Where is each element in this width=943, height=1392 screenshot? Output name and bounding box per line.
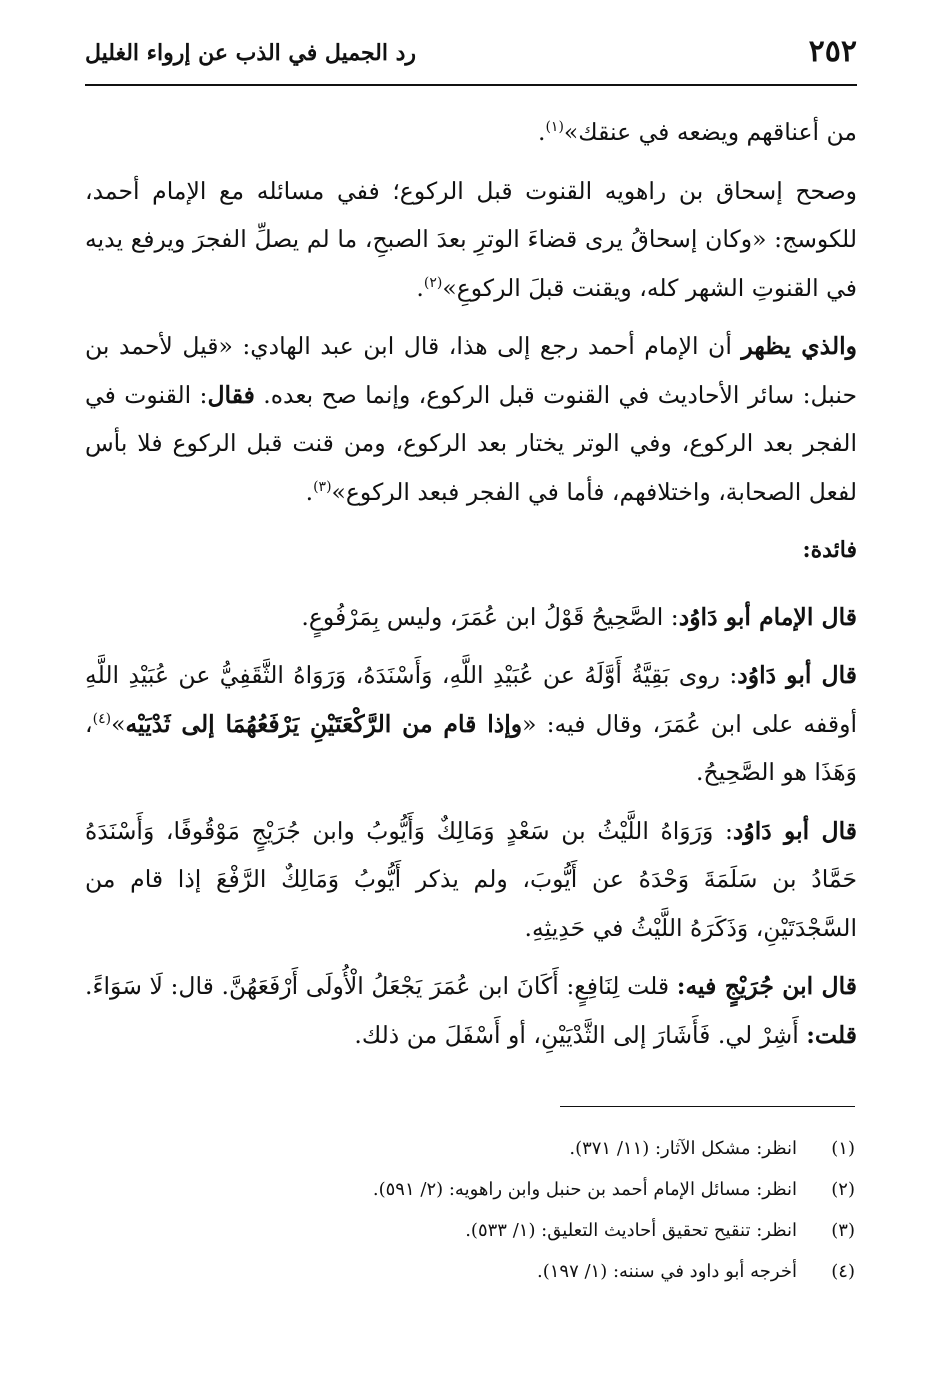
footnote-item — [85, 1210, 855, 1251]
paragraph-5: قال أبو دَاوُد: روى بَقِيَّةُ أَوَّلَهُ عن عُبَيْدِ اللَّهِ، وَأَسْنَدَهُ، وَرَوَاهُ الثَّقَفِيُّ عن عُبَيْدِ اللَّهِ أوقفه على ابن عُمَرَ، وقال فيه: «وإذا قام من الرَّكْعَتَيْنِ يَرْفَعُهُمَا إلى ثَدْيَيْه»$^{(٤)}$، وَهَذَا هو الصَّحِيحُ. — [85, 661, 857, 786]
footnote-number: (٤) — [831, 1261, 855, 1282]
footnote-item — [85, 1251, 855, 1292]
footnote-text: انظر: مشكل الآثار: (١١/ ٣٧١). — [569, 1138, 797, 1159]
main-text — [85, 108, 857, 1069]
lead-phrase: قال أبو دَاوُد — [732, 816, 857, 845]
hadith-quote: وإذا قام من الرَّكْعَتَيْنِ يَرْفَعُهُمَا إلى ثَدْيَيْه — [125, 709, 523, 738]
footnote-separator — [560, 1106, 855, 1107]
footnote-number: (١) — [831, 1138, 855, 1159]
running-header — [85, 34, 857, 74]
paragraph-1: من أعناقهم ويضعه في عنقك»$^{(١)}$. — [537, 118, 857, 146]
footnote-ref-1: (١) — [545, 119, 564, 136]
section-heading: فائدة: — [802, 537, 857, 563]
footnote-item — [85, 1128, 855, 1169]
paragraph-2: وصحح إسحاق بن راهويه القنوت قبل الركوع؛ ففي مسائله مع الإمام أحمد، للكوسج: «وكان إسحاقُ يرى قضاءَ الوترِ بعدَ الصبحِ، ما لم يصلِّ الفجرَ ويرفع يديه في القنوتِ الشهر كله، ويقنت قبلَ الركوعِ»$^{(٢)}$. — [85, 176, 857, 302]
lead-phrase: قال الإمام أبو دَاوُد — [678, 602, 857, 631]
book-title: رد الجميل في الذب عن إرواء الغليل — [85, 40, 417, 66]
footnote-number: (٣) — [831, 1220, 855, 1241]
lead-phrase: قلت: — [806, 1020, 857, 1049]
lead-phrase: قال أبو دَاوُد — [737, 661, 857, 689]
paragraph-7: قال ابن جُرَيْجٍ فيه: قلت لِنَافِعٍ: أَكَانَ ابن عُمَرَ يَجْعَلُ الْأُولَى أَرْفَعَهُنَّ. قال: لَا سَوَاءً. قلت: أَشِرْ لي. فَأَشَارَ إلى الثَّدْيَيْنِ، أو أَسْفَلَ من ذلك. — [85, 972, 857, 1049]
header-rule — [85, 84, 857, 86]
footnote-ref-2: (٢) — [423, 274, 443, 291]
page-number: ٢٥٢ — [808, 34, 857, 69]
footnote-ref-4: (٤) — [92, 710, 112, 727]
paragraph-4: قال الإمام أبو دَاوُد: الصَّحِيحُ قَوْلُ ابن عُمَرَ، وليس بِمَرْفُوعٍ. — [301, 602, 857, 631]
footnote-text: انظر: مسائل الإمام أحمد بن حنبل وابن راهويه: (٢/ ٥٩١). — [372, 1179, 797, 1200]
footnote-item — [85, 1169, 855, 1210]
lead-phrase: قال ابن جُرَيْجٍ فيه: — [676, 972, 857, 1000]
footnote-text: أخرجه أبو داود في سننه: (١/ ١٩٧). — [536, 1261, 797, 1282]
footnote-ref-3: (٣) — [313, 478, 332, 495]
paragraph-3: والذي يظهر أن الإمام أحمد رجع إلى هذا، قال ابن عبد الهادي: «قيل لأحمد بن حنبل: سائر الأحاديث في القنوت قبل الركوع، وإنما صح بعده. فقال: القنوت في الفجر بعد الركوع، وفي الوتر يختار بعد الركوع، ومن قنت قبل الركوع فلا بأس لفعل الصحابة، واختلافهم، فأما في الفجر فبعد الركوع»$^{(٣)}$. — [85, 332, 857, 506]
lead-phrase: فقال — [207, 380, 255, 409]
lead-phrase: والذي يظهر — [741, 332, 857, 360]
footnotes — [85, 1128, 855, 1292]
paragraph-6: قال أبو دَاوُد: وَرَوَاهُ اللَّيْثُ بن سَعْدٍ وَمَالِكٌ وَأَيُّوبُ وابن جُرَيْجٍ مَوْقُوفًا، وَأَسْنَدَهُ حَمَّادُ بن سَلَمَةَ وَحْدَهُ عن أَيُّوبَ، ولم يذكر أَيُّوبُ وَمَالِكٌ الرَّفْعَ إذا قام من السَّجْدَتَيْنِ، وَذَكَرَهُ اللَّيْثُ في حَدِيثِهِ. — [85, 816, 857, 942]
footnote-text: انظر: تنقيح تحقيق أحاديث التعليق: (١/ ٥٣٣). — [465, 1220, 797, 1241]
footnote-number: (٢) — [831, 1179, 855, 1200]
